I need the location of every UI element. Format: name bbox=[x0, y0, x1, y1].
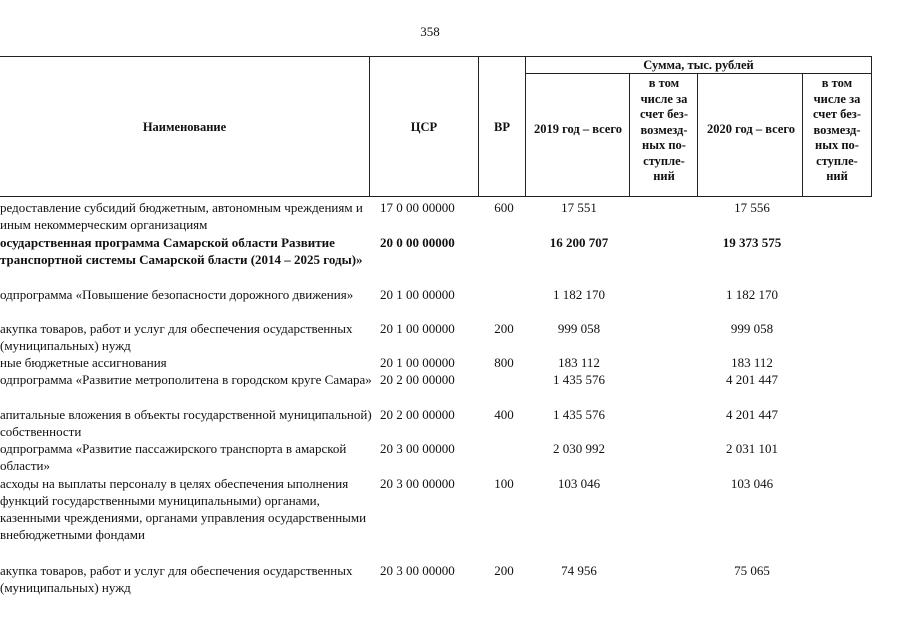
row-csr: 20 1 00 00000 bbox=[380, 355, 455, 370]
header-2020-total: 2020 год – всего bbox=[707, 122, 795, 136]
row-csr: 20 2 00 00000 bbox=[380, 407, 455, 422]
row-sum-2020: 17 556 bbox=[734, 200, 770, 215]
row-vr: 200 bbox=[494, 563, 514, 578]
row-vr: 400 bbox=[494, 407, 514, 422]
header-2019-gratuitous: в том числе за счет без-возмезд-ных по-ступле-ний bbox=[640, 76, 688, 183]
row-sum-2020: 2 031 101 bbox=[726, 441, 778, 456]
row-vr: 600 bbox=[494, 200, 514, 215]
row-sum-2019: 2 030 992 bbox=[553, 441, 605, 456]
row-sum-2019: 183 112 bbox=[558, 355, 600, 370]
row-name: акупка товаров, работ и услуг для обеспечения осударственных (муниципальных) нужд bbox=[0, 321, 353, 353]
row-name: одпрограмма «Развитие пассажирского транспорта в амарской области» bbox=[0, 441, 347, 473]
row-csr: 20 3 00 00000 bbox=[380, 441, 455, 456]
page-number: 358 bbox=[420, 24, 440, 39]
row-csr: 20 1 00 00000 bbox=[380, 321, 455, 336]
row-sum-2019: 1 435 576 bbox=[553, 407, 605, 422]
row-sum-2020: 19 373 575 bbox=[722, 235, 782, 250]
header-sum-title: Сумма, тыс. рублей bbox=[643, 58, 754, 72]
row-name: одпрограмма «Повышение безопасности дорожного движения» bbox=[0, 287, 354, 302]
row-name: осударственная программа Самарской области Развитие транспортной системы Самарской бласти (2014 – 2025 годы)» bbox=[0, 235, 363, 267]
row-vr: 100 bbox=[494, 476, 514, 491]
row-sum-2020: 999 058 bbox=[730, 321, 774, 336]
table-header-bottom-border bbox=[0, 196, 872, 197]
row-csr: 20 3 00 00000 bbox=[380, 563, 455, 578]
row-sum-2019: 999 058 bbox=[557, 321, 601, 336]
row-vr: 800 bbox=[494, 355, 514, 370]
row-name: одпрограмма «Развитие метрополитена в городском круге Самара» bbox=[0, 372, 372, 387]
row-sum-2020: 183 112 bbox=[731, 355, 773, 370]
table-top-border bbox=[0, 56, 872, 57]
row-name: ные бюджетные ассигнования bbox=[0, 355, 167, 370]
row-sum-2019: 1 435 576 bbox=[553, 372, 605, 387]
row-sum-2020: 103 046 bbox=[730, 476, 774, 491]
col-divider-2020-grat bbox=[802, 73, 803, 196]
row-sum-2019: 74 956 bbox=[561, 563, 597, 578]
header-2019-total: 2019 год – всего bbox=[534, 122, 622, 136]
row-sum-2020: 4 201 447 bbox=[726, 407, 778, 422]
row-name: апитальные вложения в объекты государственной муниципальной) собственности bbox=[0, 407, 372, 439]
header-2020-gratuitous: в том числе за счет без-возмезд-ных по-ступле-ний bbox=[813, 76, 861, 183]
header-vr: ВР bbox=[494, 120, 510, 134]
row-csr: 20 3 00 00000 bbox=[380, 476, 455, 491]
row-name: акупка товаров, работ и услуг для обеспечения осударственных (муниципальных) нужд bbox=[0, 563, 353, 595]
table-right-border bbox=[871, 56, 872, 196]
col-divider-2019-grat bbox=[629, 73, 630, 196]
row-csr: 20 1 00 00000 bbox=[380, 287, 455, 302]
row-csr: 20 0 00 00000 bbox=[380, 235, 455, 250]
row-sum-2020: 4 201 447 bbox=[726, 372, 778, 387]
row-name: редоставление субсидий бюджетным, автономным чреждениям и иным некоммерческим организациям bbox=[0, 200, 363, 232]
row-sum-2019: 16 200 707 bbox=[549, 235, 609, 250]
row-sum-2019: 103 046 bbox=[557, 476, 601, 491]
row-sum-2019: 1 182 170 bbox=[553, 287, 605, 302]
col-divider-sum bbox=[525, 56, 526, 196]
row-csr: 17 0 00 00000 bbox=[380, 200, 455, 215]
row-sum-2019: 17 551 bbox=[561, 200, 597, 215]
header-name: Наименование bbox=[142, 120, 227, 134]
row-vr: 200 bbox=[494, 321, 514, 336]
row-name: асходы на выплаты персоналу в целях обеспечения ыполнения функций государственными муниципальными) органами, казенными чреждениями, органами управления осударственными внебюджетными фондами bbox=[0, 476, 367, 542]
row-csr: 20 2 00 00000 bbox=[380, 372, 455, 387]
header-csr: ЦСР bbox=[410, 120, 438, 134]
row-sum-2020: 75 065 bbox=[734, 563, 770, 578]
row-sum-2020: 1 182 170 bbox=[726, 287, 778, 302]
col-divider-2020 bbox=[697, 73, 698, 196]
